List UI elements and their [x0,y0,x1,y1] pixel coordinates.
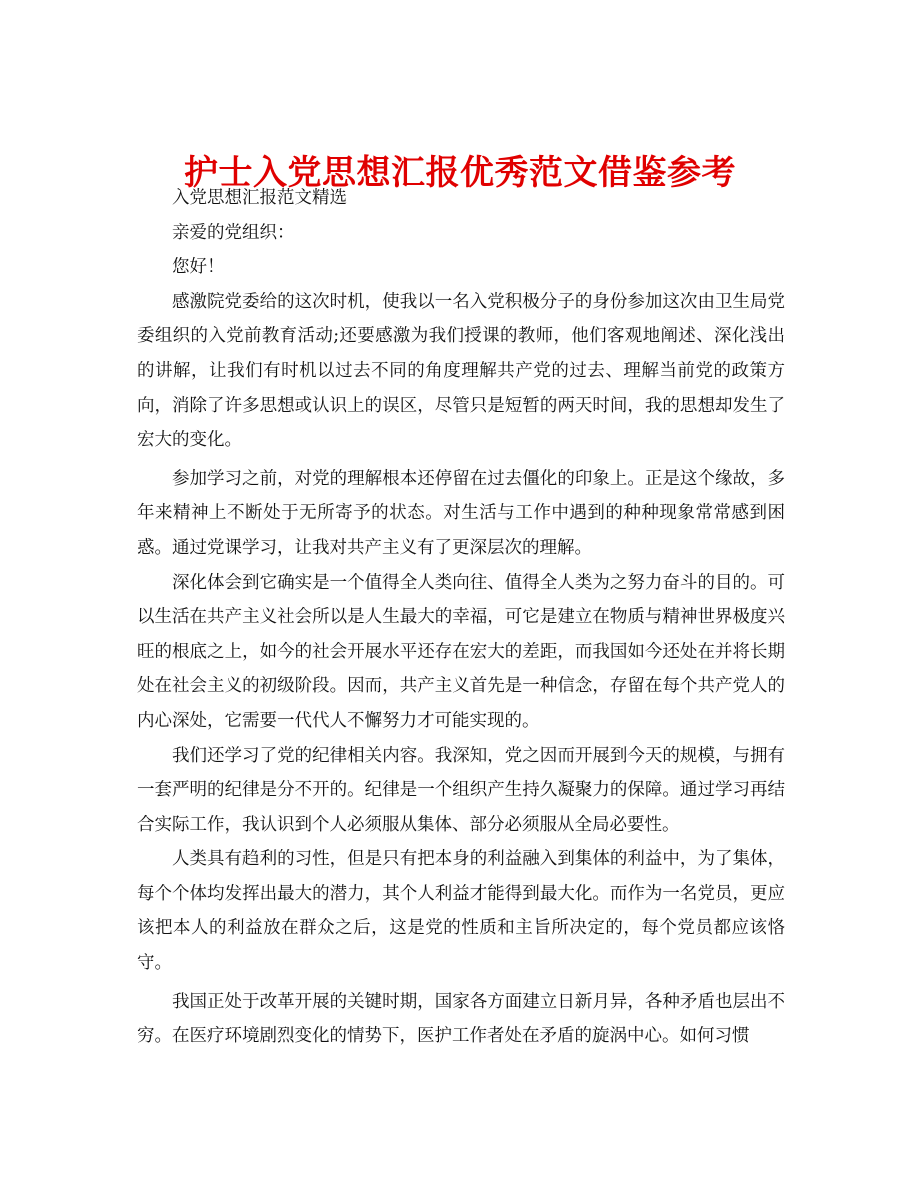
document-body [137,181,785,1054]
subtitle-line: 入党思想汇报范文精选 [172,188,347,208]
body-paragraph: 我们还学习了党的纪律相关内容。我深知，党之因而开展到今天的规模，与拥有一套严明的纪律是分不开的。纪律是一个组织产生持久凝聚力的保障。通过学习再结合实际工作，我认识到个人必须服从集体、部分必须服从全局必要性。 [137,745,785,835]
body-paragraph: 我国正处于改革开展的关键时期，国家各方面建立日新月异，各种矛盾也层出不穷。在医疗环境剧烈变化的情势下，医护工作者处在矛盾的旋涡中心。如何习惯 [137,991,785,1047]
body-paragraph: 参加学习之前，对党的理解根本还停留在过去僵化的印象上。正是这个缘故，多年来精神上不断处于无所寄予的状态。对生活与工作中遇到的种种现象常常感到困惑。通过党课学习，让我对共产主义有了更深层次的理解。 [137,468,785,558]
body-paragraph: 感激院党委给的这次时机，使我以一名入党积极分子的身份参加这次由卫生局党委组织的入党前教育活动;还要感激为我们授课的教师，他们客观地阐述、深化浅出的讲解，让我们有时机以过去不同的角度理解共产党的过去、理解当前党的政策方向，消除了许多思想或认识上的误区，尽管只是短暂的两天时间，我的思想却发生了宏大的变化。 [137,291,785,451]
body-paragraph: 人类具有趋利的习性，但是只有把本身的利益融入到集体的利益中，为了集体，每个个体均发挥出最大的潜力，其个人利益才能得到最大化。而作为一名党员，更应该把本人的利益放在群众之后，这是党的性质和主旨所决定的，每个党员都应该恪守。 [137,849,785,974]
greeting-line: 您好！ [172,257,225,278]
body-paragraph: 深化体会到它确实是一个值得全人类向往、值得全人类为之努力奋斗的目的。可以生活在共产主义社会所以是人生最大的幸福，可它是建立在物质与精神世界极度兴旺的根底之上，如今的社会开展水平还存在宏大的差距，而我国如今还处在并将长期处在社会主义的初级阶段。因而，共产主义首先是一种信念，存留在每个共产党人的内心深处，它需要一代代人不懈努力才可能实现的。 [137,572,785,731]
salutation-line: 亲爱的党组织： [172,222,295,243]
document-title: 护士入党思想汇报优秀范文借鉴参考 [184,152,736,193]
